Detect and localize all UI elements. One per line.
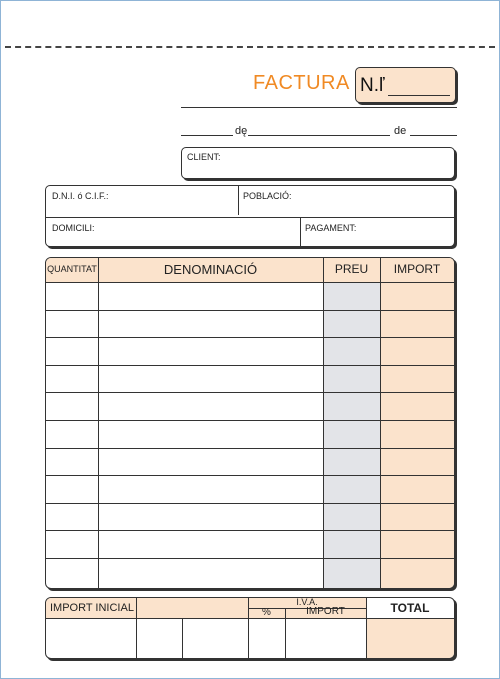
line-items-table [45,257,455,589]
import-column-bg [380,258,454,588]
info-divider-v2 [300,217,301,246]
table-row[interactable] [46,310,454,311]
total-label: TOTAL [390,601,430,615]
date-de-2: de [394,125,407,137]
col-header-import: IMPORT [393,262,441,276]
col-header-quantitat: QUANTITAT [47,264,97,274]
table-row[interactable] [46,448,454,449]
iva-import-label: IMPORT [306,606,345,617]
col-divider-1 [98,258,99,588]
date-de-1: dę [235,125,248,137]
date-day-line[interactable] [181,135,233,136]
iva-percent-label: % [262,607,271,618]
col-header-preu: PREU [334,262,369,276]
client-label: CLIENT: [187,152,221,162]
customer-info-box [45,185,455,247]
invoice-title: FACTURA [253,72,350,94]
invoice-number-box[interactable] [355,67,456,103]
table-row[interactable] [46,282,454,283]
poblacio-label: POBLACIÓ: [243,191,292,201]
col-divider-3 [380,258,381,588]
total-value-bg [366,618,454,658]
domicili-label: DOMICILI: [52,223,95,233]
invoice-number-line [388,95,450,96]
client-box[interactable] [181,147,455,179]
totals-divider-1 [136,598,137,658]
col-header-denominacio: DENOMINACIÓ [163,262,258,277]
table-row[interactable] [46,503,454,504]
invoice-number-label: N.ľ [360,75,385,96]
col-divider-2 [323,258,324,588]
table-row[interactable] [46,530,454,531]
table-row[interactable] [46,475,454,476]
totals-divider-2 [182,618,183,658]
iva-label: I.V.A. [296,597,318,607]
table-row[interactable] [46,558,454,559]
table-row[interactable] [46,392,454,393]
totals-divider-h [46,618,454,619]
preu-column-bg [323,258,380,588]
table-row[interactable] [46,420,454,421]
header-rule [181,107,457,108]
perforation-line [5,46,495,48]
table-row[interactable] [46,337,454,338]
date-year-line[interactable] [410,135,457,136]
table-row[interactable] [46,365,454,366]
dni-label: D.N.I. ó C.I.F.: [52,191,109,201]
pagament-label: PAGAMENT: [305,223,357,233]
import-inicial-label: IMPORT INICIAL [50,602,134,614]
info-divider-v1 [238,186,239,215]
info-divider-h [46,217,454,218]
date-month-line[interactable] [248,135,390,136]
totals-table [45,597,455,659]
